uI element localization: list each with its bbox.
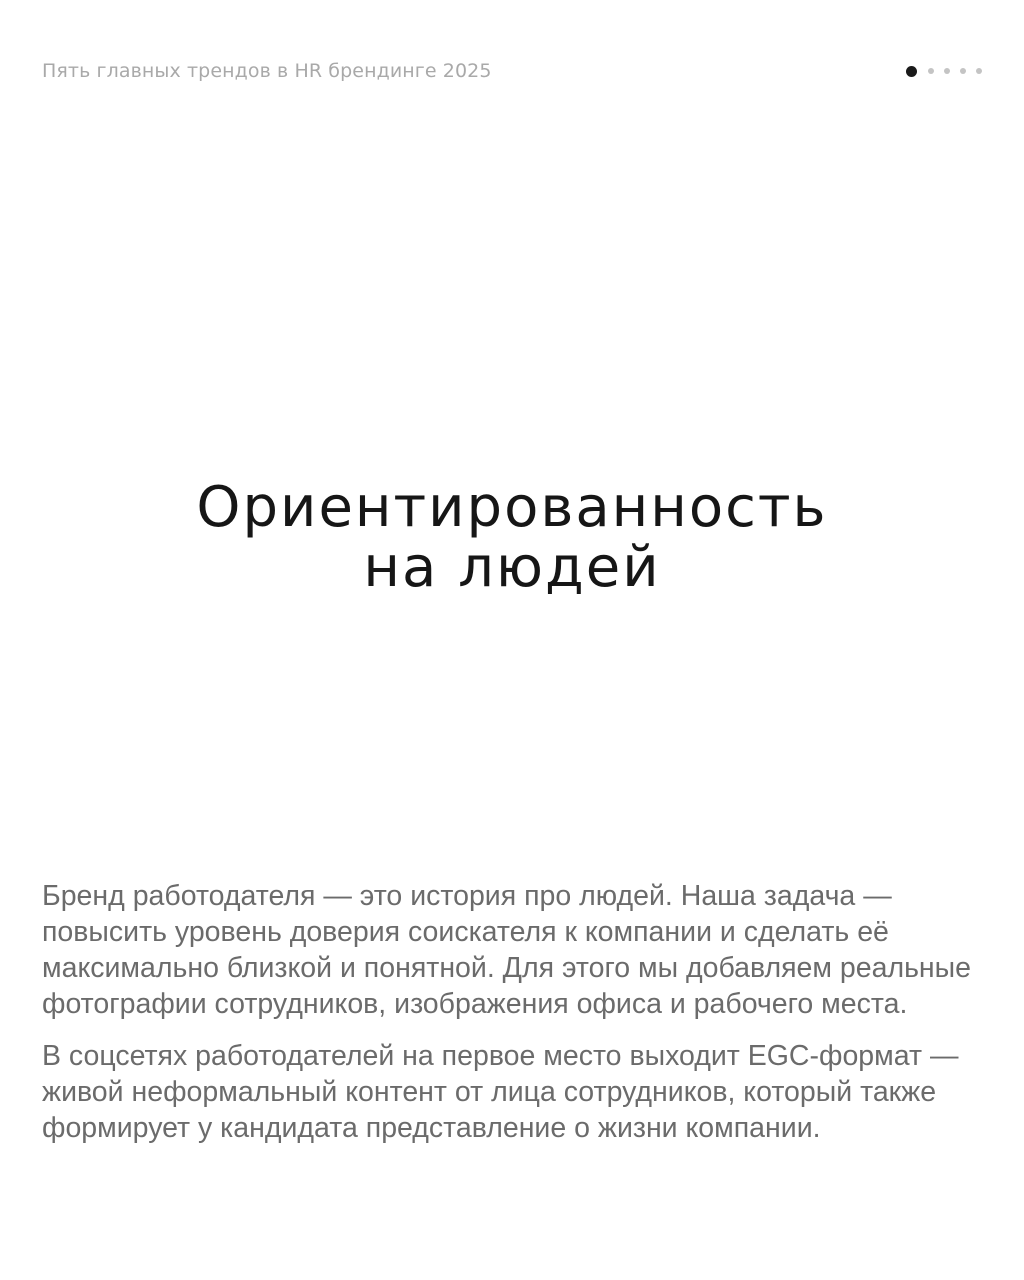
page-dot-5[interactable] [976,68,982,74]
body-paragraph-1: Бренд работодателя — это история про людей. Наша задача — повысить уровень доверия соискателя к компании и сделать её максимально близкой и понятной. Для этого мы добавляем реальные фотографии сотрудников, изображения офиса и рабочего места. [42,880,971,1020]
body-paragraph-2: В соцсетях работодателей на первое место выходит EGC-формат — живой неформальный контент от лица сотрудников, который также формирует у кандидата представление о жизни компании. [42,1040,959,1144]
headline-line-1: Ориентированность [196,475,828,540]
series-title: Пять главных трендов в HR брендинге 2025 [42,60,492,82]
headline-line-2: на людей [363,535,661,600]
page-dot-2[interactable] [928,68,934,74]
pagination-dots[interactable] [906,66,982,77]
page-dot-3[interactable] [944,68,950,74]
slide-headline [0,475,1024,600]
slide-header [42,56,982,86]
page-dot-4[interactable] [960,68,966,74]
slide-body [42,878,988,1162]
page-dot-1-active[interactable] [906,66,917,77]
